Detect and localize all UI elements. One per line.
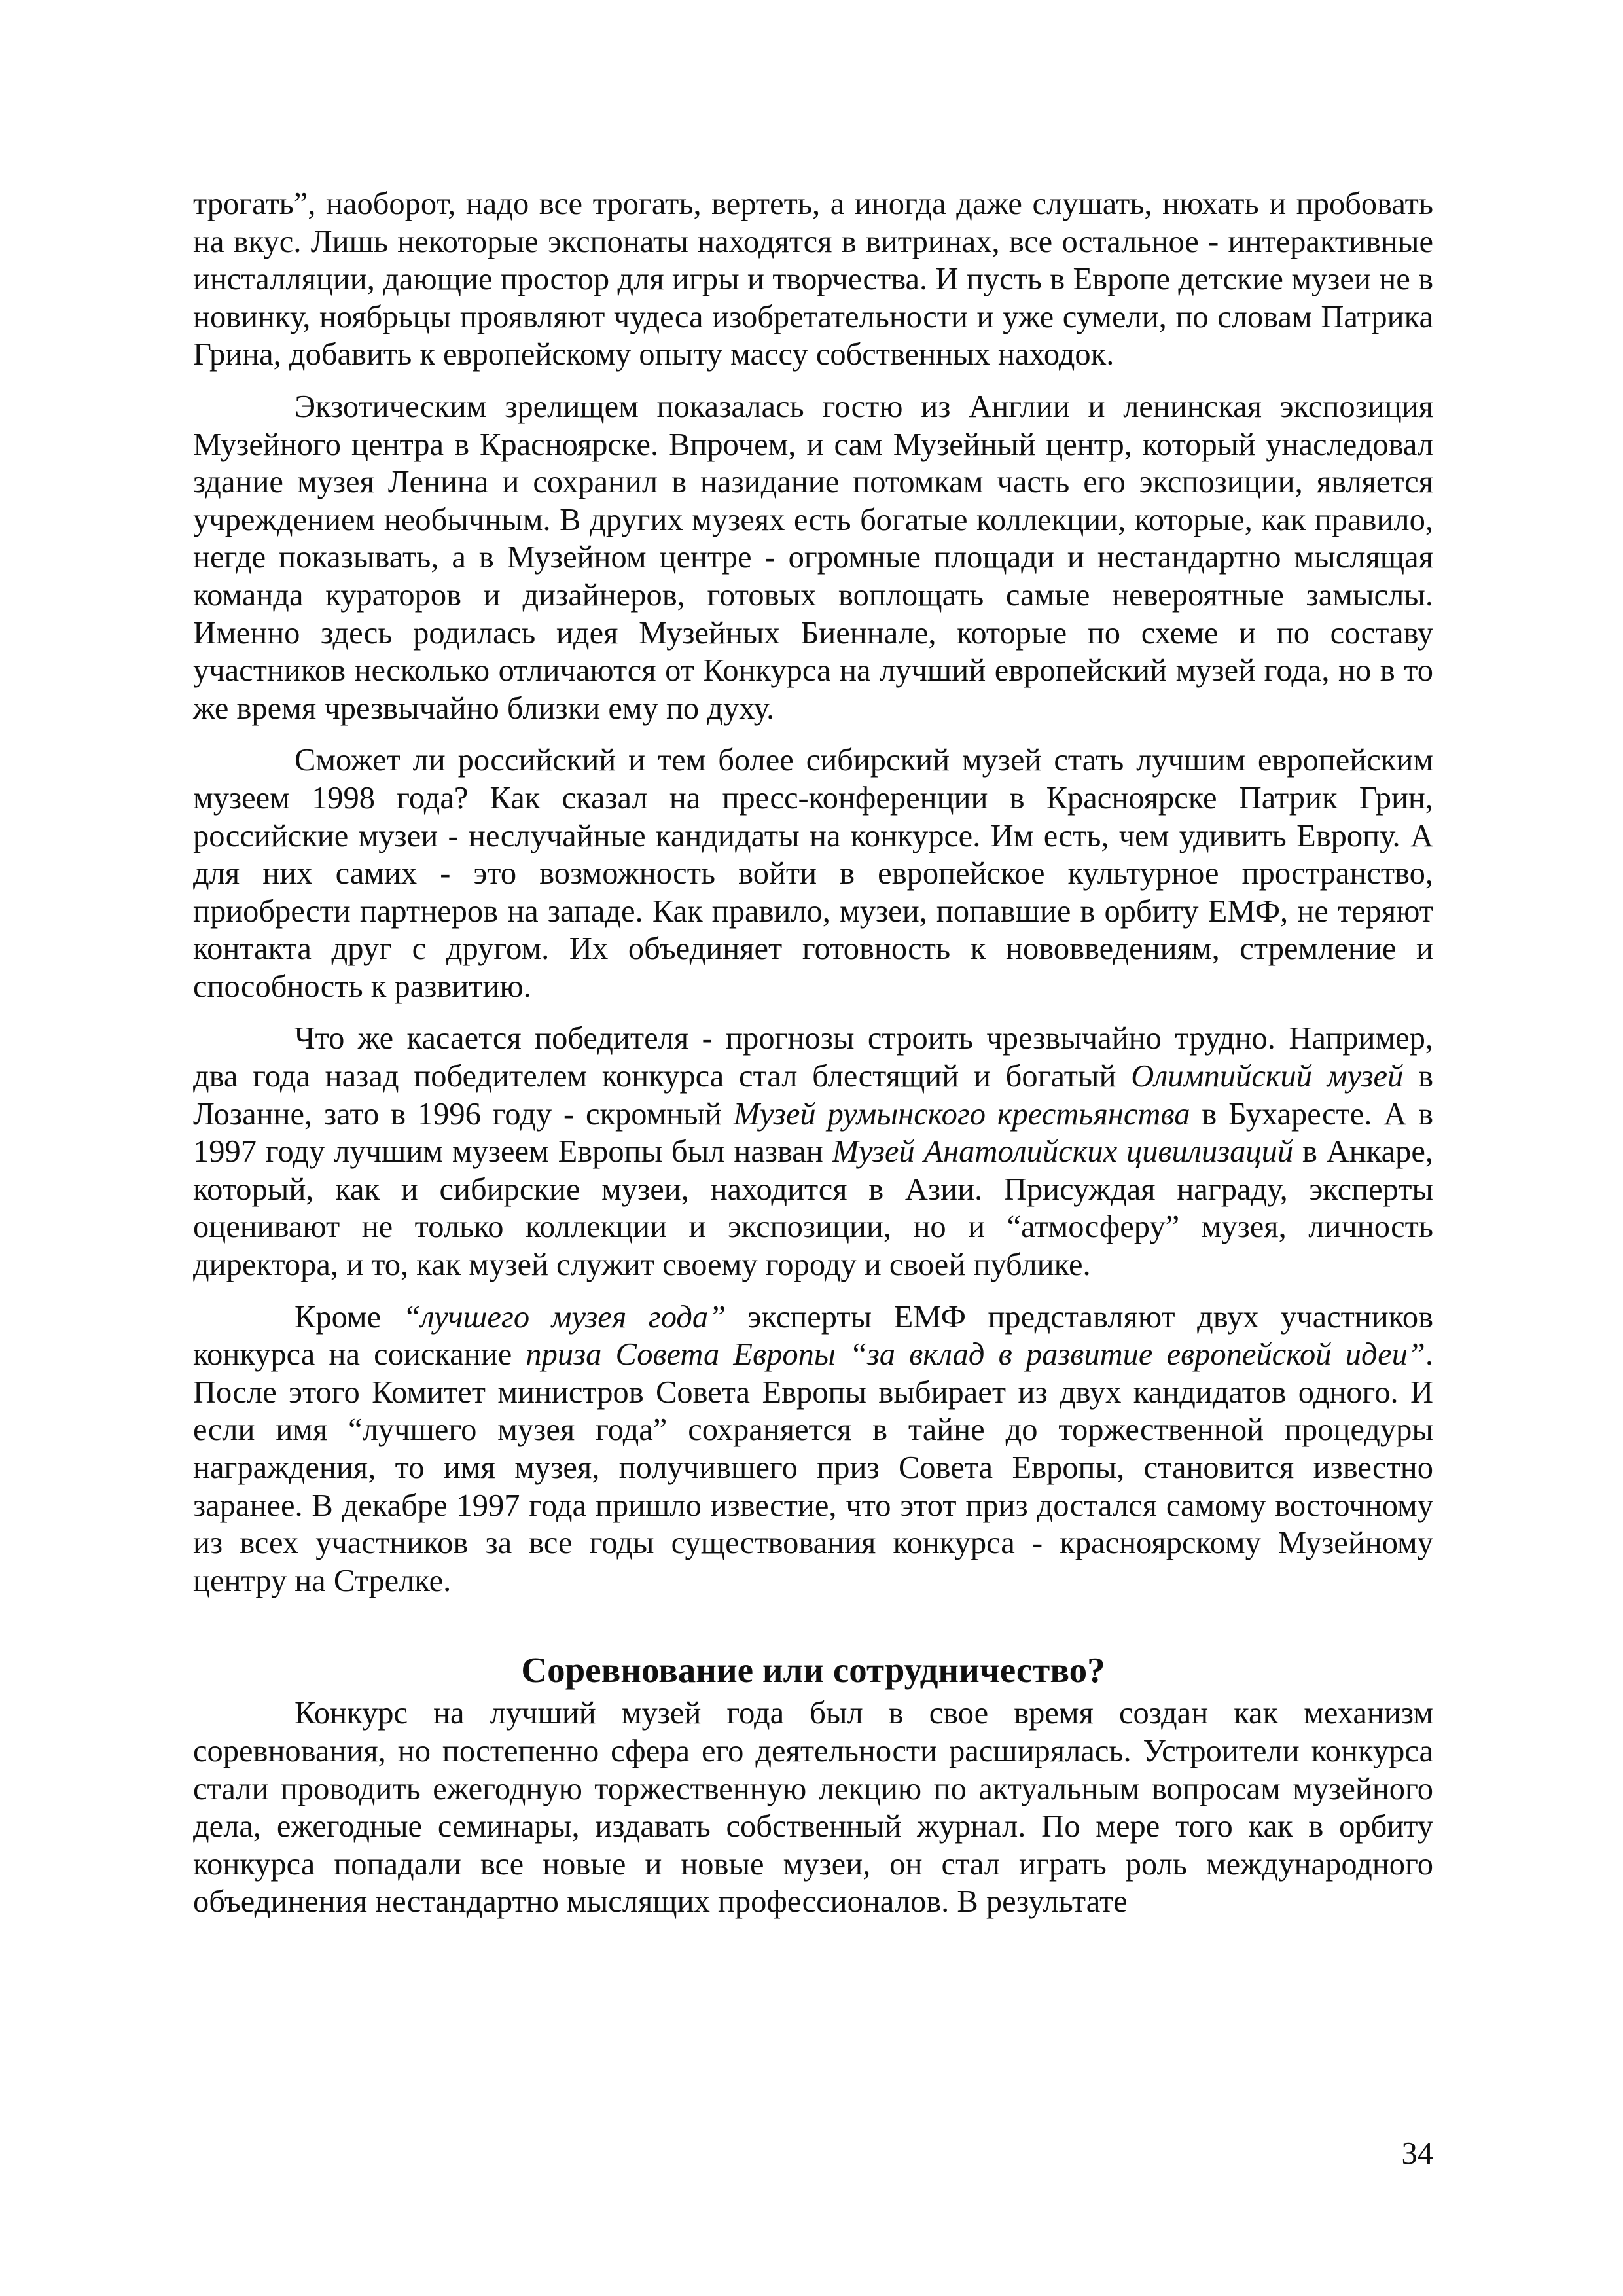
paragraph-council-of-europe-prize bbox=[193, 1299, 1433, 1600]
paragraph-siberian-museum-chances: Сможет ли российский и тем более сибирский музей стать лучшим европейским музеем 1998 года? Как сказал на пресс-конференции в Красноярске Патрик Грин, российские музеи - неслучайные кандидаты на конкурсе. Им есть, чем удивить Европу. А для них самих - это возможность войти в европейское культурное пространство, приобрести партнеров на западе. Как правило, музеи, попавшие в орбиту ЕМФ, не теряют контакта друг с другом. Их объединяет готовность к нововведениям, стремление и способность к развитию. bbox=[193, 743, 1433, 1004]
museum-name-anatolian-civilizations: Музей Анатолийских цивилизаций bbox=[832, 1134, 1294, 1170]
page-number: 34 bbox=[1401, 2136, 1433, 2171]
best-museum-of-year-phrase: “лучшего музея года” bbox=[402, 1299, 726, 1335]
museum-name-romanian-peasant: Музей румынского крестьянства bbox=[733, 1096, 1190, 1132]
paragraph-competition-or-cooperation: Конкурс на лучший музей года был в свое время создан как механизм соревнования, но постепенно сфера его деятельности расширялась. Устроители конкурса стали проводить ежегодную торжественную лекцию по актуальным вопросам музейного дела, ежегодные семинары, издавать собственный журнал. По мере того как в орбиту конкурса попадали все новые и новые музеи, он стал играть роль международного объединения нестандартно мыслящих профессионалов. В результате bbox=[193, 1696, 1433, 1920]
museum-name-olympic: Олимпийский музей bbox=[1131, 1059, 1404, 1094]
paragraph-winner-prognosis bbox=[193, 1020, 1433, 1283]
section-heading: Соревнование или сотрудничество? bbox=[521, 1650, 1105, 1691]
document-body bbox=[193, 185, 1433, 1921]
text-run: в Анкаре, который, как и сибирские музеи, находится в Азии. Присуждая награду, эксперты оценивают не только коллекции и экспозиции, но и “атмосферу” музея, личность директора, и то, как музей служит своему городу и своей публике. bbox=[193, 1134, 1433, 1283]
text-run: Что же касается победителя - прогнозы строить чрезвычайно трудно. Например, два года назад победителем конкурса стал блестящий и богатый bbox=[193, 1021, 1433, 1094]
text-run: в Лозанне, зато в 1996 году - скромный bbox=[193, 1059, 1433, 1132]
text-run: эксперты ЕМФ представляют двух участников конкурса на соискание bbox=[193, 1299, 1433, 1372]
text-run: Кроме bbox=[294, 1299, 403, 1335]
text-run: . После этого Комитет министров Совета Европы выбирает из двух кандидатов одного. И если имя “лучшего музея года” сохраняется в тайне до торжественной процедуры награждения, то имя музея, получившего приз Совета Европы, становится известно заранее. В декабре 1997 года пришло известие, что этот приз достался самому восточному из всех участников за все годы существования конкурса - красноярскому Музейному центру на Стрелке. bbox=[193, 1337, 1433, 1598]
text-run: в Бухаресте. А в 1997 году лучшим музеем Европы был назван bbox=[193, 1096, 1434, 1170]
council-prize-phrase: приза Совета Европы “за вклад в развитие европейской идеи” bbox=[526, 1337, 1425, 1372]
paragraph-krasnoyarsk-museum-center: Экзотическим зрелищем показалась гостю из Англии и ленинская экспозиция Музейного центра в Красноярске. Впрочем, и сам Музейный центр, который унаследовал здание музея Ленина и сохранил в назидание потомкам часть его экспозиции, является учреждением необычным. В других музеях есть богатые коллекции, которые, как правило, негде показывать, а в Музейном центре - огромные площади и нестандартно мыслящая команда кураторов и дизайнеров, готовых воплощать самые невероятные замыслы. Именно здесь родилась идея Музейных Биеннале, которые по схеме и по составу участников несколько отличаются от Конкурса на лучший европейский музей года, но в то же время чрезвычайно близки ему по духу. bbox=[193, 389, 1433, 726]
paragraph-continuation: трогать”, наоборот, надо все трогать, вертеть, а иногда даже слушать, нюхать и пробовать на вкус. Лишь некоторые экспонаты находятся в витринах, все остальное - интерактивные инсталляции, дающие простор для игры и творчества. И пусть в Европе детские музеи не в новинку, ноябрьцы проявляют чудеса изобретательности и уже сумели, по словам Патрика Грина, добавить к европейскому опыту массу собственных находок. bbox=[193, 187, 1433, 372]
